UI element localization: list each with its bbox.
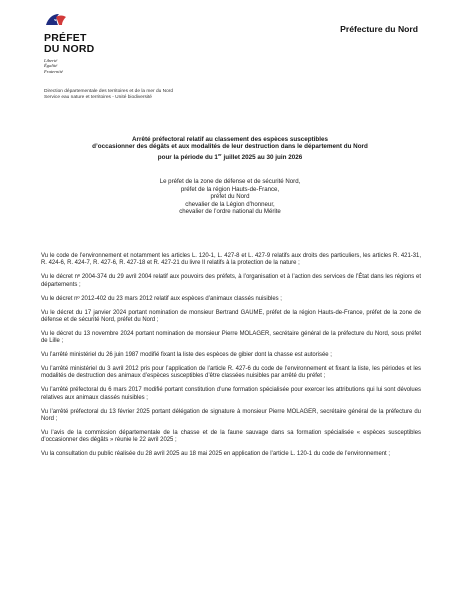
consideration-item: Vu le décret du 13 novembre 2024 portant nomination de monsieur Pierre MOLAGER, secrétaire général de la préfecture du Nord, sous préfet de Lille ; [41, 330, 421, 345]
marianne-emblem-icon [44, 12, 68, 26]
prefect-line: Le préfet de la zone de défense et de sécurité Nord, [159, 178, 301, 185]
issuing-services [44, 89, 173, 102]
title-line-3-sup: er [217, 151, 222, 157]
prefet-du-nord-logo [44, 12, 154, 74]
consideration-item: Vu le décret nº 2012-402 du 23 mars 2012 relatif aux espèces d’animaux classés nuisibles ; [41, 295, 282, 302]
considerations-list [41, 253, 421, 458]
consideration-item: Vu la consultation du public réalisée du 28 avril 2025 au 18 mai 2025 en application de l’article L. 120-1 du code de l’environnement ; [41, 451, 391, 458]
consideration-item: Vu l’arrêté ministériel du 26 juin 1987 modifié fixant la liste des espèces de gibier dont la chasse est autorisée ; [41, 352, 332, 359]
prefect-line: préfet du Nord [210, 193, 250, 201]
title-line-1: Arrêté préfectoral relatif au classement des espèces susceptibles [132, 136, 328, 143]
title-line-3-post: juillet 2025 au 30 juin 2026 [221, 153, 303, 161]
arrete-title [50, 136, 410, 161]
consideration-item: Vu l’arrêté ministériel du 3 avril 2012 pris pour l’application de l’article R. 427-6 du code de l’environnement et fixant la liste, les périodes et les modalités de destruction des animaux d’espèces susceptibles d’être classées nuisibles par arrêté du préfet ; [41, 366, 421, 380]
republic-motto [44, 58, 154, 74]
prefect-line: chevalier de l’ordre national du Mérite [179, 208, 281, 216]
motto-liberte: Liberté [44, 58, 58, 63]
consideration-item: Vu le code de l’environnement et notamment les articles L. 120-1, L. 427-8 et L. 427-9 relatifs aux droits des particuliers, les articles R. 421-31, R. 424-6, R. 424-7, R. 427-6, R. 427-18 et R. 427-21 du livre II relatifs à la protection de la nature ; [41, 253, 421, 267]
title-line-3-pre: pour la période du 1 [157, 153, 218, 161]
consideration-item: Vu le décret nº 2004-374 du 29 avril 2004 relatif aux pouvoirs des préfets, à l’organisation et à l’action des services de l’État dans les régions et départements ; [41, 274, 421, 288]
consideration-item: Vu l’arrêté préfectoral du 6 mars 2017 modifié portant constitution d’une formation spécialisée pour exercer les attributions qui lui sont dévolues relatives aux animaux classés nuisibles ; [41, 387, 421, 401]
prefect-line: préfet de la région Hauts-de-France, [180, 185, 280, 193]
prefect-titles [50, 178, 410, 216]
consideration-item: Vu l’avis de la commission départementale de la chasse et de la faune sauvage dans sa formation spécialisée « espèces susceptibles d’occasionner des dégâts » réunie le 22 avril 2025 ; [41, 429, 421, 444]
logo-title-line2: DU NORD [44, 43, 95, 55]
service-line-direction: Direction départementale des territoires et de la mer du Nord [44, 89, 174, 94]
prefect-line: chevalier de la Légion d’honneur, [185, 200, 275, 208]
prefecture-name: Préfecture du Nord [340, 24, 418, 34]
motto-egalite: Égalité [44, 63, 58, 69]
consideration-item: Vu l’arrêté préfectoral du 13 février 2025 portant délégation de signature à monsieur Pierre MOLAGER, secrétaire général de la préfecture du Nord ; [41, 408, 421, 422]
service-line-unit: Service eau nature et territoires - Unité biodiversité [44, 95, 152, 101]
title-line-2: d’occasionner des dégâts et aux modalités de leur destruction dans le département du Nord [92, 143, 368, 151]
logo-title-line1: PRÉFET [44, 32, 87, 44]
consideration-item: Vu le décret du 17 janvier 2024 portant nomination de monsieur Bertrand GAUME, préfet de la région Hauts-de-France, préfet de la zone de défense et de sécurité Nord, préfet du Nord ; [41, 309, 421, 323]
title-line-3 [50, 151, 410, 162]
motto-fraternite: Fraternité [44, 68, 63, 74]
